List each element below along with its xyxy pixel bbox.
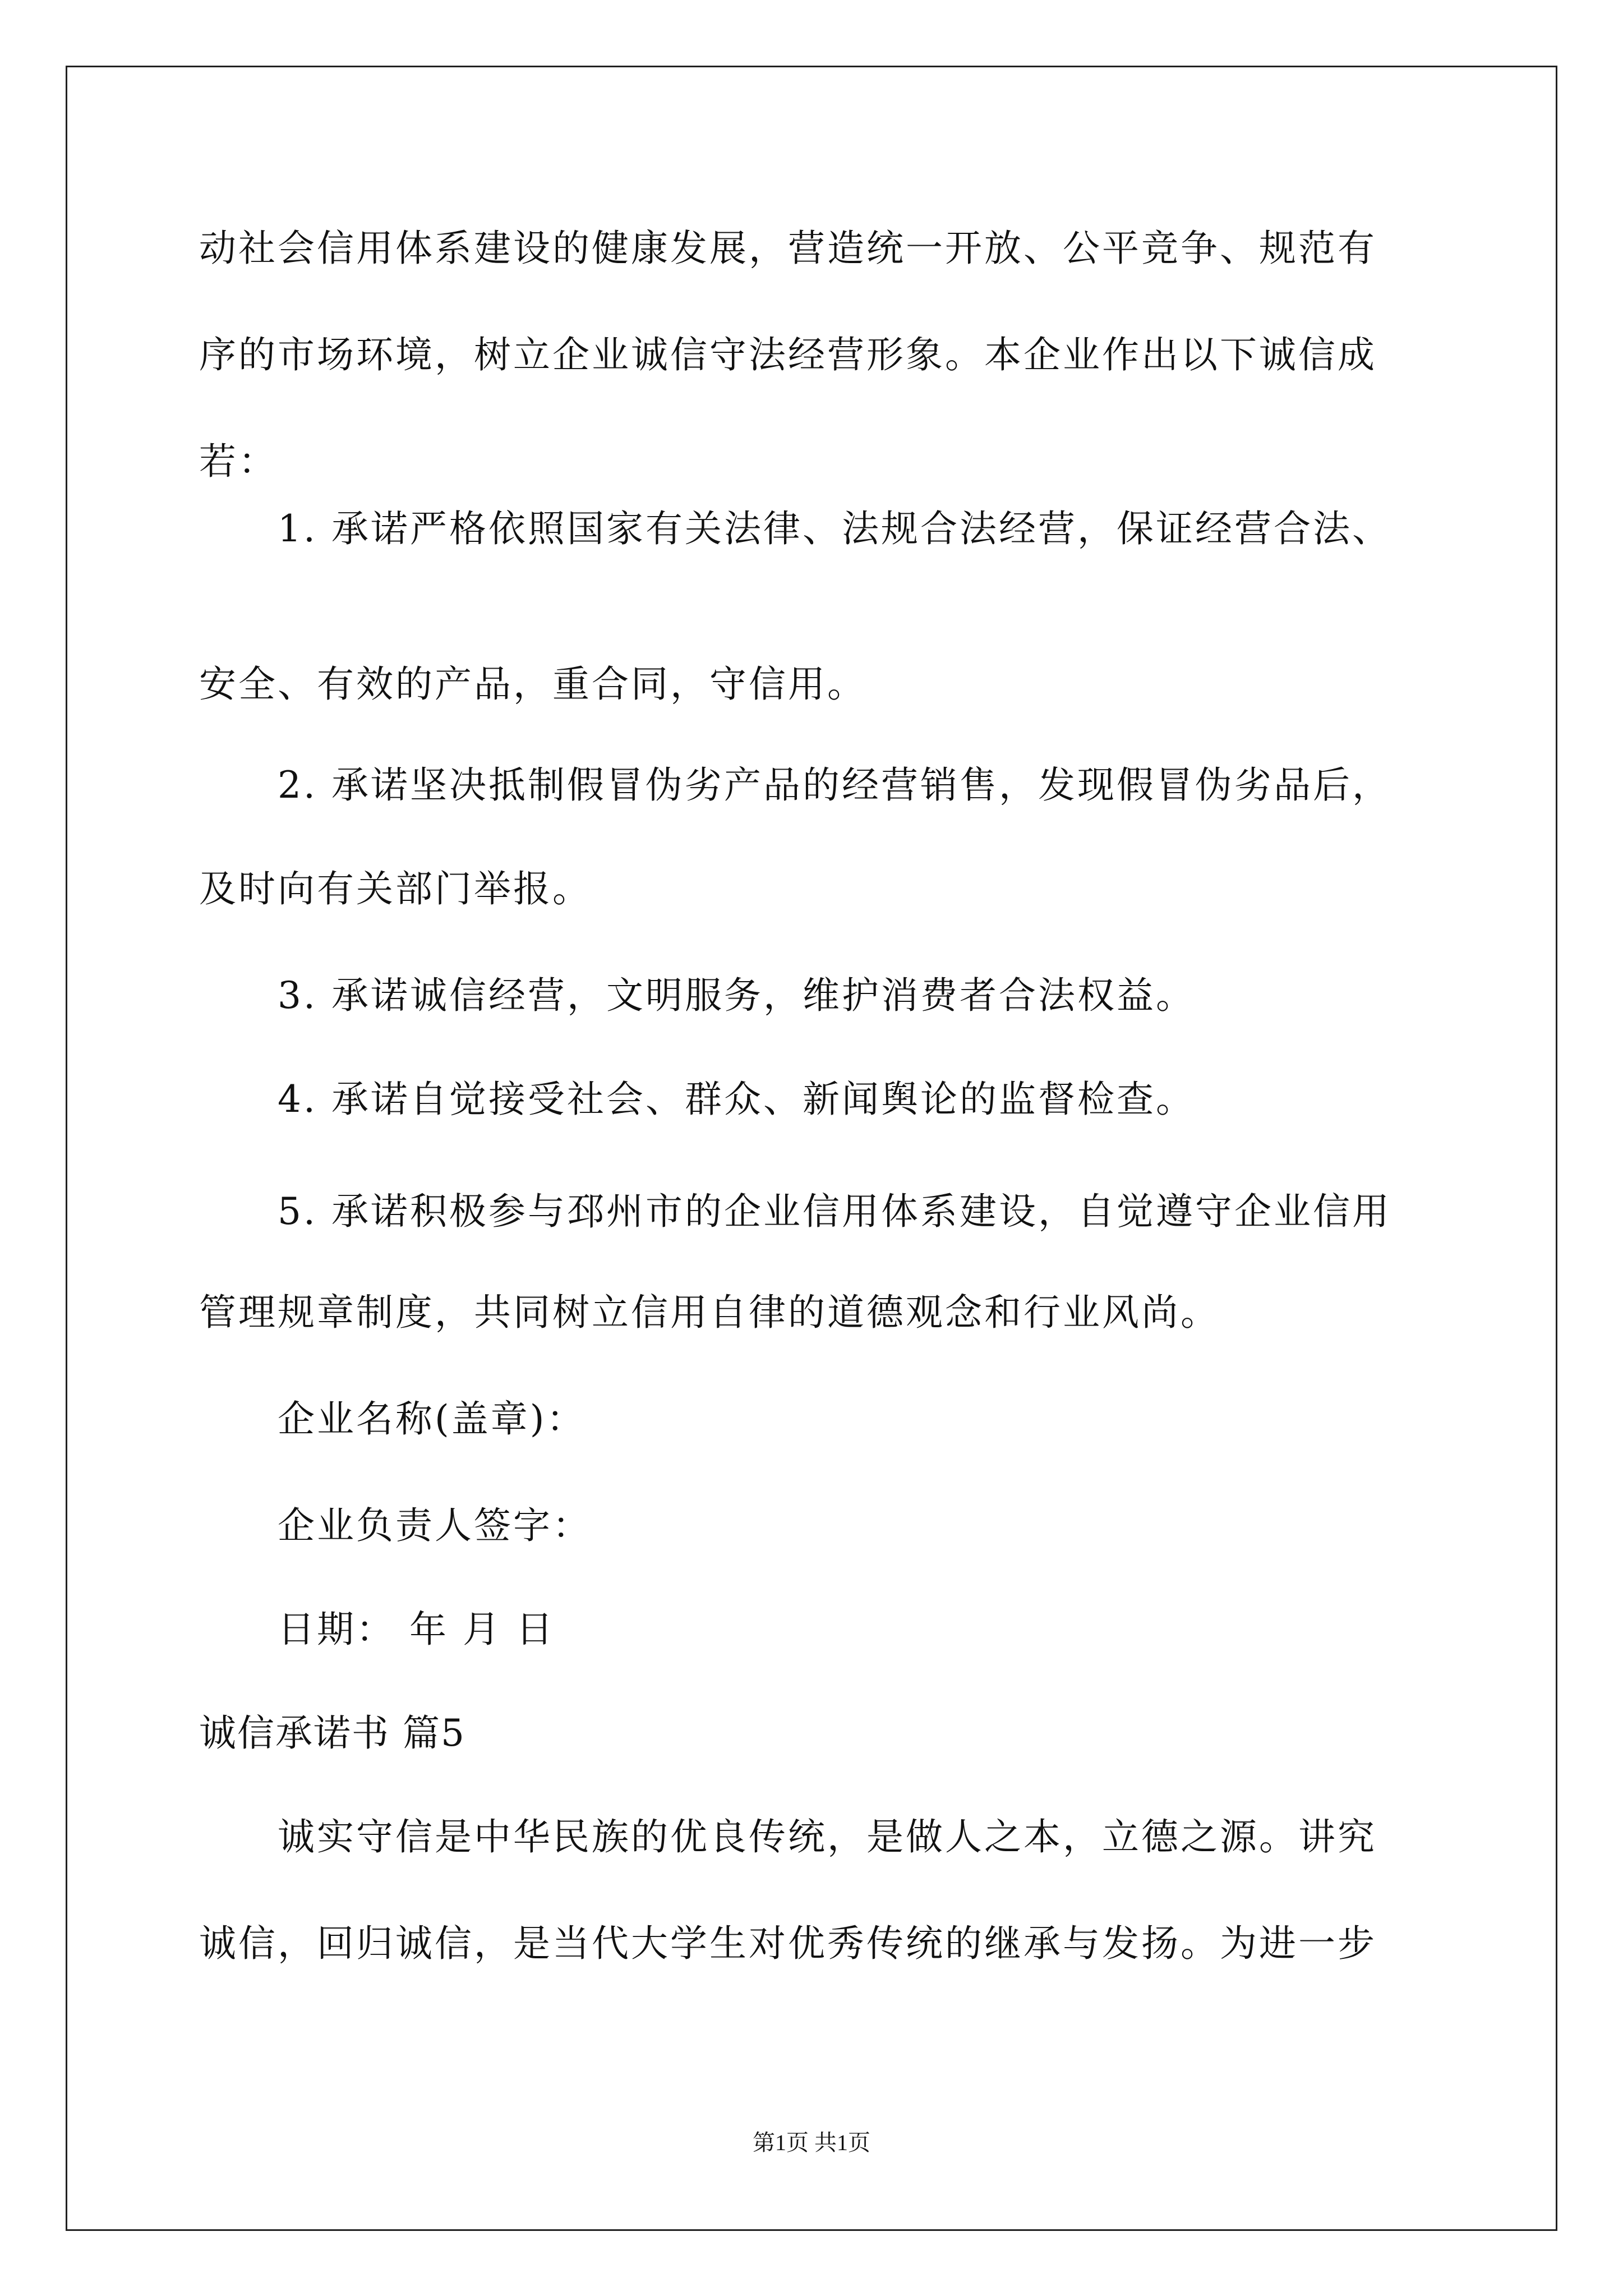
list-item: 2. 承诺坚决抵制假冒伪劣产品的经营销售，发现假冒伪劣品后， bbox=[278, 763, 1391, 807]
list-item-continuation: 及时向有关部门举报。 bbox=[199, 867, 592, 910]
page-number-footer: 第1页 共1页 bbox=[753, 2130, 870, 2155]
list-item: 1. 承诺严格依照国家有关法律、法规合法经营，保证经营合法、 bbox=[278, 507, 1391, 550]
paragraph-line: 若： bbox=[199, 440, 278, 483]
section-heading: 诚信承诺书 篇5 bbox=[199, 1711, 465, 1755]
paragraph-line: 诚实守信是中华民族的优良传统，是做人之本，立德之源。讲究 bbox=[278, 1815, 1377, 1858]
date-line: 日期： 年 月 日 bbox=[278, 1608, 555, 1651]
page-border bbox=[66, 66, 1557, 2231]
list-item: 5. 承诺积极参与邳州市的企业信用体系建设，自觉遵守企业信用 bbox=[278, 1190, 1391, 1233]
list-item-continuation: 管理规章制度，共同树立信用自律的道德观念和行业风尚。 bbox=[199, 1291, 1220, 1334]
list-item: 3. 承诺诚信经营，文明服务，维护消费者合法权益。 bbox=[278, 974, 1195, 1017]
company-name-line: 企业名称(盖章)： bbox=[278, 1397, 586, 1441]
signature-line: 企业负责人签字： bbox=[278, 1504, 592, 1547]
paragraph-line: 序的市场环境，树立企业诚信守法经营形象。本企业作出以下诚信成 bbox=[199, 333, 1377, 376]
list-item: 4. 承诺自觉接受社会、群众、新闻舆论的监督检查。 bbox=[278, 1078, 1195, 1121]
paragraph-line: 动社会信用体系建设的健康发展，营造统一开放、公平竞争、规范有 bbox=[199, 227, 1377, 270]
paragraph-line: 诚信，回归诚信，是当代大学生对优秀传统的继承与发扬。为进一步 bbox=[199, 1922, 1377, 1965]
list-item-continuation: 安全、有效的产品，重合同，守信用。 bbox=[199, 662, 866, 706]
